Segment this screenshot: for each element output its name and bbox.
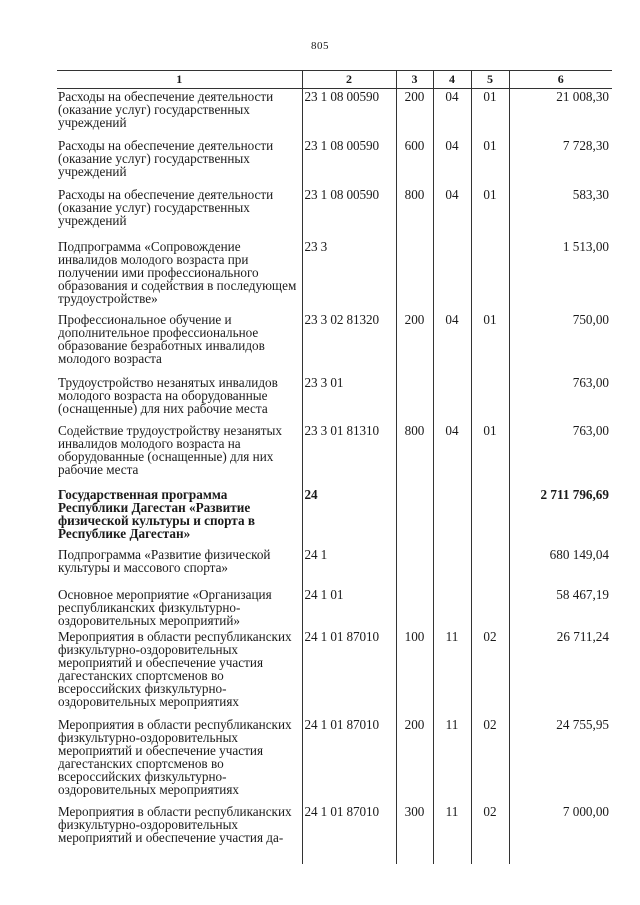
row-code: 24 1 01: [302, 587, 396, 629]
row-col5: 01: [471, 312, 509, 375]
row-col5: 01: [471, 423, 509, 487]
row-name: Профессиональное обучение и дополнительное профессиональное образование безработных инвалидов молодого возраста: [58, 311, 265, 366]
row-col3: 800: [396, 187, 433, 239]
row-col3: 800: [396, 423, 433, 487]
row-code: 24 1 01 87010: [302, 717, 396, 804]
row-col3: 200: [396, 89, 433, 138]
row-col3: [396, 547, 433, 587]
row-code: 23 1 08 00590: [302, 187, 396, 239]
row-col5: 01: [471, 138, 509, 187]
row-col5: 02: [471, 804, 509, 864]
row-amount: 680 149,04: [509, 547, 612, 587]
row-code: 23 1 08 00590: [302, 138, 396, 187]
row-col5: 01: [471, 89, 509, 138]
row-col4: 04: [433, 312, 471, 375]
table-row: [57, 587, 612, 629]
table-row: [57, 138, 612, 187]
row-col5: [471, 487, 509, 547]
col-header-5: 5: [471, 71, 509, 89]
table-row: [57, 423, 612, 487]
row-col5: 02: [471, 629, 509, 717]
row-code: 23 3: [302, 239, 396, 312]
row-code: 23 3 01 81310: [302, 423, 396, 487]
row-col5: [471, 239, 509, 312]
table-row: [57, 717, 612, 804]
col-header-name: 1: [57, 71, 302, 89]
row-col3: [396, 375, 433, 423]
row-name: Расходы на обеспечение деятельности (оказание услуг) государственных учреждений: [58, 186, 274, 228]
row-col5: 02: [471, 717, 509, 804]
row-name: Содействие трудоустройству незанятых инвалидов молодого возраста на оборудованные (оснащенные) для них рабочие места: [58, 422, 282, 477]
col-header-code: 2: [302, 71, 396, 89]
row-name: Трудоустройство незанятых инвалидов молодого возраста на оборудованные (оснащенные) для них рабочие места: [58, 374, 278, 416]
budget-table-container: [57, 70, 612, 905]
table-row: [57, 487, 612, 547]
row-amount: 26 711,24: [509, 629, 612, 717]
row-code: 24 1 01 87010: [302, 804, 396, 864]
row-name: Подпрограмма «Сопровождение инвалидов молодого возраста при получении ими профессионального образования и содействия в последующем трудоустройстве»: [58, 238, 297, 306]
budget-table: [57, 70, 612, 864]
header-row: [57, 71, 612, 89]
row-name: Мероприятия в области республиканских физкультурно-оздоровительных мероприятий и обеспечение участия дагестанских спортсменов во всероссийских физкультурно-оздоровительных мероприятиях: [58, 628, 292, 709]
row-col5: [471, 547, 509, 587]
row-col4: 11: [433, 717, 471, 804]
row-name: Расходы на обеспечение деятельности (оказание услуг) государственных учреждений: [58, 137, 274, 179]
col-header-amount: 6: [509, 71, 612, 89]
row-col5: 01: [471, 187, 509, 239]
row-col3: 200: [396, 312, 433, 375]
row-amount: 763,00: [509, 375, 612, 423]
row-col4: 04: [433, 423, 471, 487]
row-amount: 750,00: [509, 312, 612, 375]
row-amount: 763,00: [509, 423, 612, 487]
row-amount: 2 711 796,69: [509, 487, 612, 547]
row-col4: [433, 587, 471, 629]
row-name: Основное мероприятие «Организация республиканских физкультурно-оздоровительных мероприятий»: [58, 586, 272, 628]
row-name: Мероприятия в области республиканских физкультурно-оздоровительных мероприятий и обеспечение участия да-: [58, 803, 292, 845]
row-code: 23 1 08 00590: [302, 89, 396, 138]
table-row: [57, 312, 612, 375]
table-row: [57, 629, 612, 717]
row-name: Расходы на обеспечение деятельности (оказание услуг) государственных учреждений: [58, 89, 274, 130]
row-amount: 7 000,00: [509, 804, 612, 864]
page-number: 805: [311, 40, 329, 52]
row-name: Мероприятия в области республиканских физкультурно-оздоровительных мероприятий и обеспечение участия дагестанских спортсменов во всероссийских физкультурно-оздоровительных мероприятиях: [58, 716, 292, 797]
row-col3: 600: [396, 138, 433, 187]
row-code: 23 3 02 81320: [302, 312, 396, 375]
row-amount: 21 008,30: [509, 89, 612, 138]
row-col4: [433, 375, 471, 423]
row-col4: [433, 487, 471, 547]
row-col5: [471, 375, 509, 423]
table-row: [57, 804, 612, 864]
row-code: 24: [302, 487, 396, 547]
table-row: [57, 375, 612, 423]
row-col4: 04: [433, 89, 471, 138]
row-amount: 7 728,30: [509, 138, 612, 187]
col-header-3: 3: [396, 71, 433, 89]
row-name: Государственная программа Республики Дагестан «Развитие физической культуры и спорта в Республике Дагестан»: [58, 486, 255, 541]
row-col4: [433, 547, 471, 587]
row-col4: 04: [433, 187, 471, 239]
table-body: [57, 89, 612, 864]
row-col5: [471, 587, 509, 629]
row-amount: 58 467,19: [509, 587, 612, 629]
row-col4: 11: [433, 804, 471, 864]
row-amount: 24 755,95: [509, 717, 612, 804]
row-col3: 100: [396, 629, 433, 717]
table-row: [57, 187, 612, 239]
row-amount: 583,30: [509, 187, 612, 239]
row-code: 23 3 01: [302, 375, 396, 423]
table-row: [57, 547, 612, 587]
row-code: 24 1: [302, 547, 396, 587]
row-code: 24 1 01 87010: [302, 629, 396, 717]
table-row: [57, 239, 612, 312]
row-col4: 04: [433, 138, 471, 187]
row-amount: 1 513,00: [509, 239, 612, 312]
row-col4: 11: [433, 629, 471, 717]
row-col3: 300: [396, 804, 433, 864]
row-col4: [433, 239, 471, 312]
col-header-4: 4: [433, 71, 471, 89]
row-col3: [396, 239, 433, 312]
table-row: [57, 89, 612, 138]
row-col3: [396, 487, 433, 547]
row-name: Подпрограмма «Развитие физической культуры и массового спорта»: [58, 546, 271, 575]
row-col3: 200: [396, 717, 433, 804]
row-col3: [396, 587, 433, 629]
